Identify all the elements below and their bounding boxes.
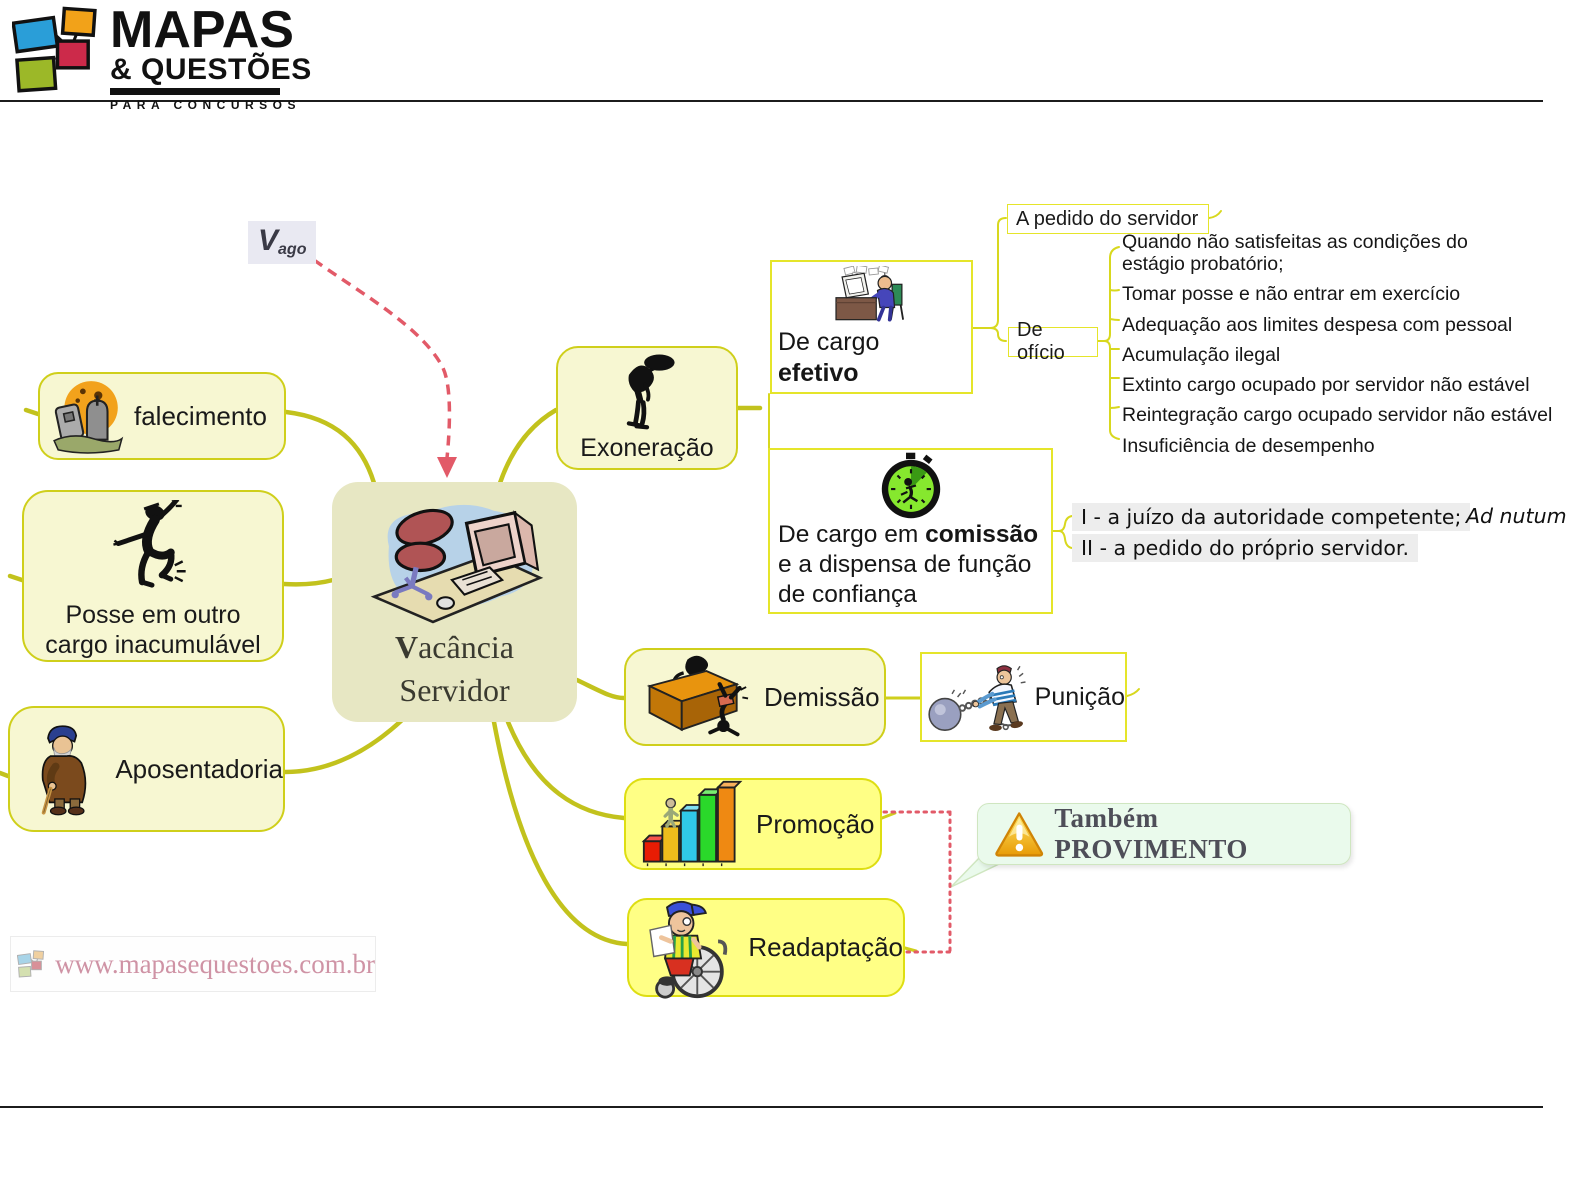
- wheelchair-icon: [637, 896, 744, 1000]
- node-de-oficio: [1008, 319, 1098, 364]
- list-item: Insuficiência de desempenho: [1122, 434, 1375, 457]
- node-a-pedido: [1007, 204, 1209, 234]
- old-man-icon: [24, 715, 105, 823]
- node-punicao-label: Punição: [1034, 682, 1125, 711]
- list-item: Quando não satisfeitas as condições do estágio probatório;: [1122, 231, 1468, 276]
- node-a-pedido-label: A pedido do servidor: [1016, 207, 1199, 230]
- list-item: Tomar posse e não entrar em exercício: [1122, 283, 1461, 306]
- node-de-cargo-efetivo: [770, 260, 973, 394]
- logo-bar: [110, 88, 280, 95]
- node-falecimento: [38, 372, 286, 460]
- node-exoneracao: [556, 346, 738, 470]
- comissao-label-prefix: De cargo em: [778, 521, 926, 549]
- node-posse-label-line2: cargo inacumulável: [45, 630, 261, 659]
- efetivo-label-prefix: De cargo: [778, 328, 880, 356]
- comissao-item-2: II - a pedido do próprio servidor.: [1072, 534, 1418, 562]
- node-readaptacao: [627, 898, 905, 997]
- provimento-callout-label: Também PROVIMENTO: [1054, 803, 1248, 864]
- central-title: [395, 626, 514, 712]
- logo-tagline: PARA CONCURSOS: [110, 97, 302, 112]
- comissao-label-bold: comissão: [925, 521, 1039, 549]
- grave-icon: [52, 378, 124, 454]
- central-title-rest: acância: [418, 629, 514, 665]
- node-de-cargo-comissao-label: [778, 520, 1038, 610]
- node-exoneracao-label: Exoneração: [580, 434, 714, 462]
- list-item: Extinto cargo ocupado por servidor não estável: [1122, 374, 1530, 397]
- central-title-initial: V: [394, 629, 419, 665]
- vago-label: [248, 221, 316, 264]
- efetivo-label-bold: efetivo: [778, 358, 859, 387]
- stopwatch-icon: [863, 452, 959, 520]
- de-oficio-list: [1122, 231, 1552, 457]
- provimento-callout: [977, 803, 1351, 865]
- node-de-cargo-efetivo-label: [778, 327, 965, 388]
- logo-subtitle: & QUESTÕES: [110, 52, 312, 86]
- comissao-item-1: I - a juízo da autoridade competente;: [1072, 503, 1470, 531]
- comissao-label-line3: de confiança: [778, 581, 917, 609]
- kicking-figure-icon: [111, 500, 195, 595]
- watermark-logo-icon: [17, 941, 47, 987]
- vago-main: V: [258, 224, 279, 257]
- node-de-oficio-label: De ofício: [1017, 319, 1065, 364]
- central-subtitle: Servidor: [399, 672, 510, 709]
- node-demissao-label: Demissão: [764, 681, 880, 712]
- comissao-label-line2: e a dispensa de função: [778, 551, 1032, 579]
- watermark: [10, 936, 376, 992]
- ad-nutum-label: Ad nutum: [1466, 504, 1567, 528]
- bar-chart-icon: [634, 780, 750, 868]
- list-item: Reintegração cargo ocupado servidor não estável: [1122, 404, 1553, 427]
- logo-title: MAPAS: [110, 1, 294, 59]
- watermark-url: www.mapasequestoes.com.br: [55, 948, 375, 979]
- node-promocao: [624, 778, 882, 870]
- ball-chain-icon: [926, 656, 1029, 738]
- node-posse: [22, 490, 284, 662]
- list-item: Acumulação ilegal: [1122, 343, 1281, 366]
- vago-sub: ago: [278, 241, 307, 259]
- warning-icon: [994, 810, 1044, 858]
- node-de-cargo-comissao: [768, 448, 1053, 614]
- bowing-figure-icon: [616, 354, 678, 432]
- node-punicao: [920, 652, 1127, 742]
- site-logo: [12, 1, 312, 112]
- node-promocao-label: Promoção: [756, 808, 875, 839]
- list-item: Adequação aos limites despesa com pessoal: [1122, 313, 1513, 336]
- bottom-divider: [0, 1106, 1543, 1108]
- mindmap-logo-icon: [12, 4, 106, 96]
- node-vacancia-servidor: [332, 482, 577, 722]
- desk-falling-icon: [636, 652, 754, 742]
- node-falecimento-label: falecimento: [134, 400, 267, 431]
- empty-desk-icon: [363, 496, 547, 624]
- node-posse-label-line1: Posse em outro: [65, 601, 241, 629]
- man-at-desk-icon: [797, 266, 947, 327]
- node-demissao: [624, 648, 886, 746]
- node-aposentadoria: [8, 706, 285, 832]
- node-readaptacao-label: Readaptação: [748, 932, 903, 962]
- node-aposentadoria-label: Aposentadoria: [115, 753, 283, 784]
